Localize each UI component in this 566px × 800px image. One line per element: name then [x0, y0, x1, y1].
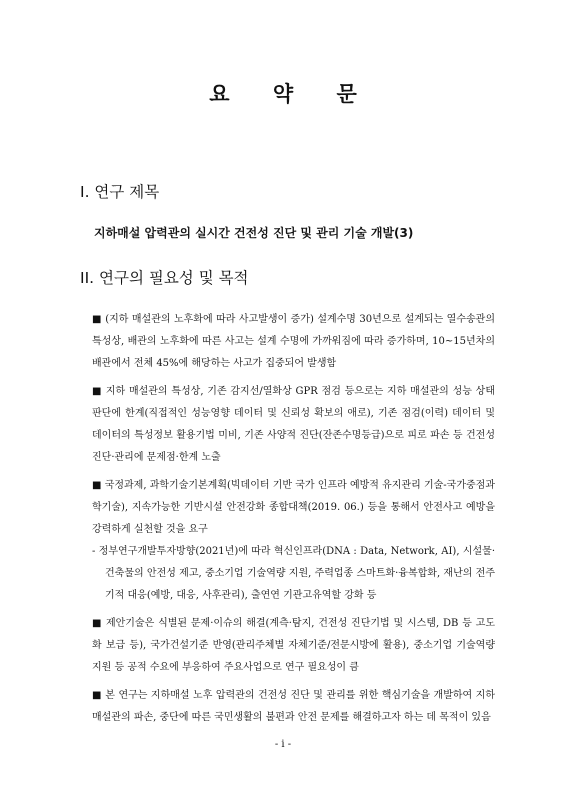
sub-item-rnd-direction: - 정부연구개발투자방향(2021년)에 따라 혁신인프라(DNA : Data, Network, AI), 시설물·건축물의 안전성 제고, 중소기업 기술역량 지원, 주력업종 스마트화·융복합화, 재난의 전주기적 대응(예방, 대응, 사후관리), 출연연 기관고유역할 강화 등	[92, 546, 495, 601]
bullet-square-icon: ■	[92, 618, 103, 629]
paragraph-inspection-limits	[92, 381, 495, 469]
project-title: 지하매설 압력관의 실시간 건전성 진단 및 관리 기술 개발(3)	[94, 226, 414, 240]
paragraph-text: 제안기술은 식별된 문제·이슈의 해결(계측·탐지, 건전성 진단기법 및 시스템, DB 등 고도화 보급 등), 국가건설기준 반영(관리주체별 자체기준/전문시방에 활용), 중소기업 기술역량 지원 등 공적 수요에 부응하여 주요사업으로 연구 필요성이 큼	[92, 618, 495, 673]
section-body	[92, 309, 495, 735]
page-number: - i -	[274, 739, 292, 750]
section-heading-research-title: I. 연구 제목	[80, 183, 160, 201]
summary-title: 요 약 문	[209, 81, 375, 106]
paragraph-text: 국정과제, 과학기술기본계획(빅데이터 기반 국가 인프라 예방적 유지관리 기술-국가중점과학기술), 지속가능한 기반시설 안전강화 종합대책(2019. 06.) 등을 통해서 안전사고 예방을 강력하게 실천할 것을 요구	[92, 480, 495, 535]
paragraph-aging-pipes	[92, 309, 495, 375]
bullet-square-icon: ■	[92, 314, 102, 325]
paragraph-text: 본 연구는 지하매설 노후 압력관의 건전성 진단 및 관리를 위한 핵심기술을 개발하여 지하 매설관의 파손, 중단에 따른 국민생활의 불편과 안전 문제를 해결하고자 하는 데 목적이 있음	[92, 690, 496, 723]
bullet-square-icon: ■	[92, 480, 102, 491]
paragraph-text: 지하 매설관의 특성상, 기존 감지선/열화상 GPR 점검 등으로는 지하 매설관의 성능 상태 판단에 한계(직접적인 성능영향 데이터 및 신뢰성 확보의 애로), 기존 점검(이력) 데이터 및 데이터의 특성정보 활용기법 미비, 기존 사양적 진단(잔존수명등급)으로 피로 파손 등 건전성 진단·관리에 문제점·한계 노출	[92, 386, 495, 463]
paragraph-research-purpose	[92, 685, 495, 729]
paragraph-proposed-tech	[92, 613, 495, 679]
paragraph-national-agenda	[92, 475, 495, 541]
section-heading-necessity-purpose: II. 연구의 필요성 및 목적	[80, 269, 249, 287]
paragraph-text: (지하 매설관의 노후화에 따라 사고발생이 증가) 설계수명 30년으로 설계되는 열수송관의 특성상, 배관의 노후화에 따른 사고는 설계 수명에 가까워짐에 따라 증가하며, 10~15년차의 배관에서 전체 45%에 해당하는 사고가 집중되어 발생함	[92, 314, 495, 369]
bullet-square-icon: ■	[92, 690, 102, 701]
bullet-square-icon: ■	[92, 386, 103, 397]
